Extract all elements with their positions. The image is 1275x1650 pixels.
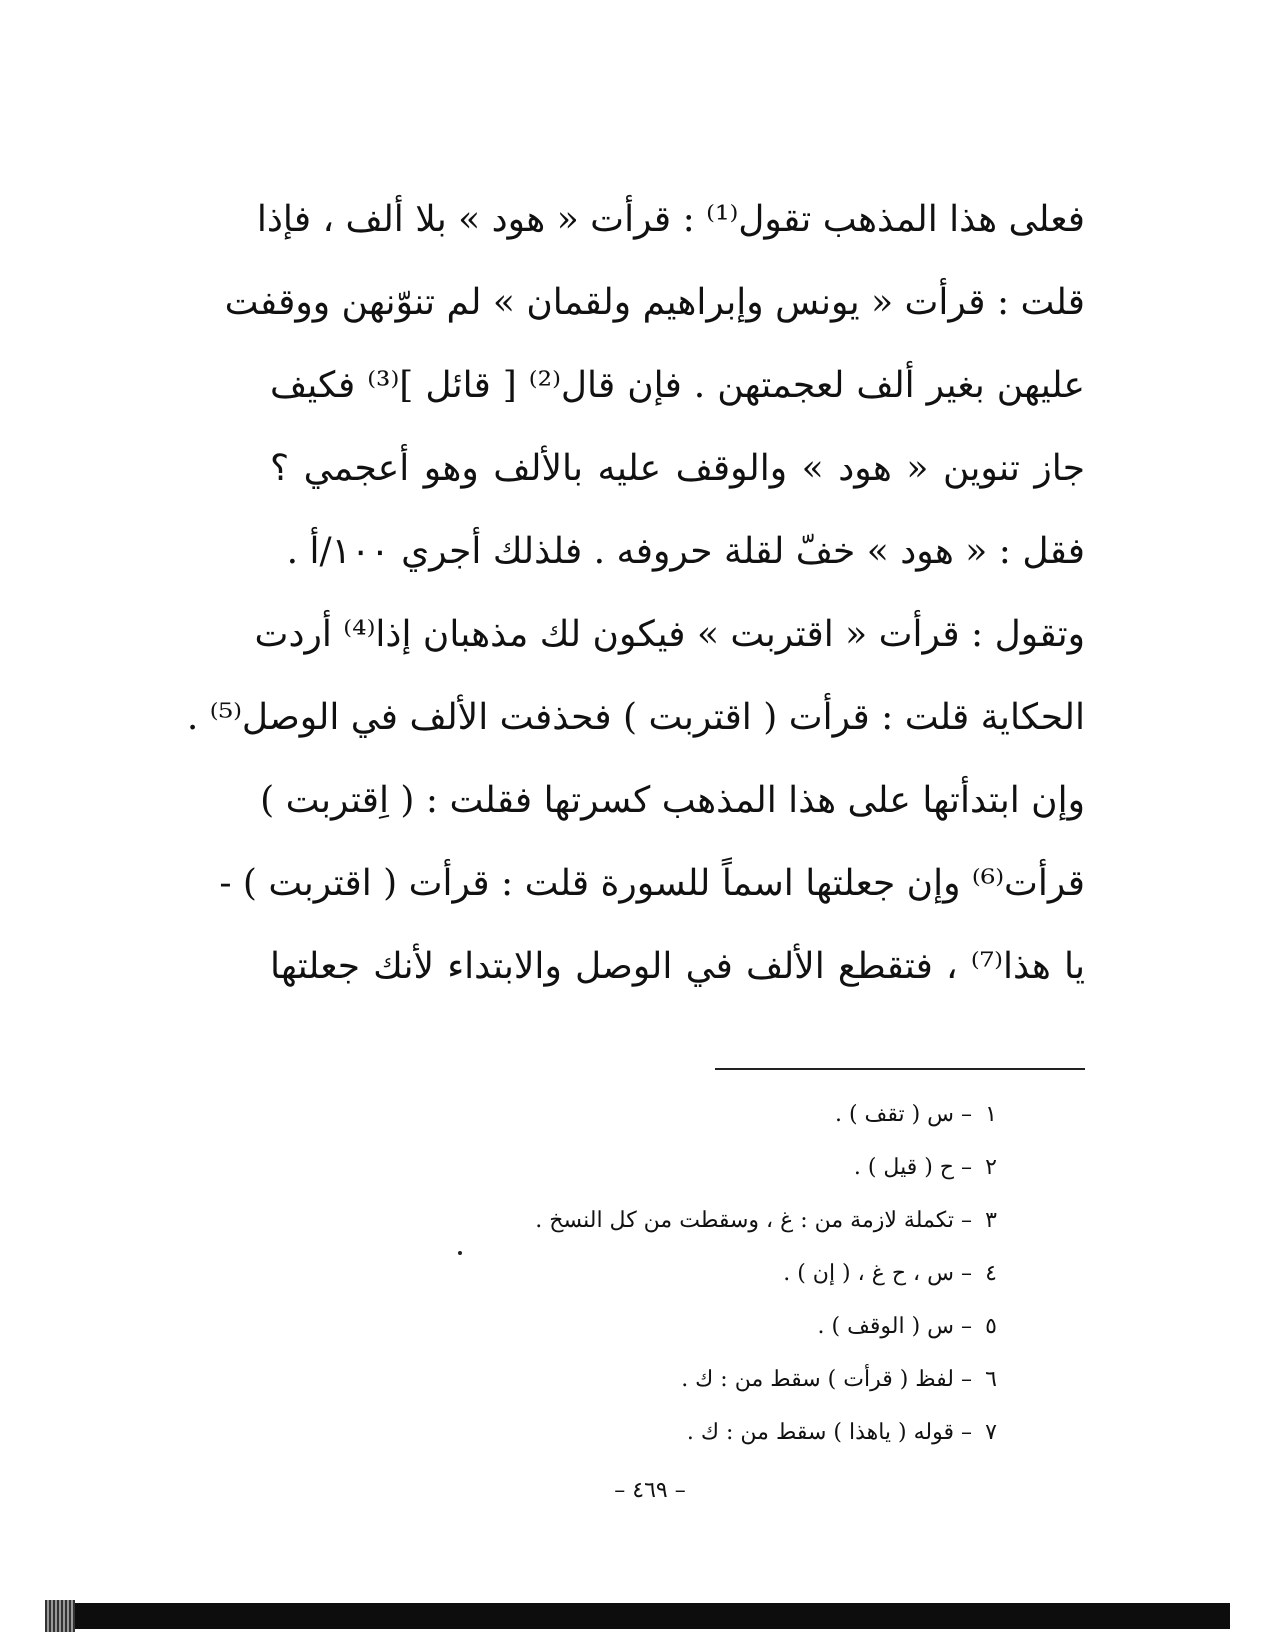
main-text-block [186, 178, 1085, 1008]
main-text-line: قلت : قرأت « يونس وإبراهيم ولقمان » لم تنوّنهن ووقفت [224, 282, 1085, 323]
footnote-text: – س ( الوقف ) . [817, 1314, 972, 1339]
footnote-item [303, 1088, 1003, 1141]
footnote-number: ٣ [985, 1208, 997, 1233]
main-text-line: وإن ابتدأتها على هذا المذهب كسرتها فقلت : ( اِقتربت ) [260, 780, 1085, 821]
scan-border-bar [45, 1603, 1230, 1629]
main-text-line: قرأت⁽⁶⁾ وإن جعلتها اسماً للسورة قلت : قرأت ( اقتربت ) - [219, 863, 1085, 904]
footnote-text: – لفظ ( قرأت ) سقط من : ك . [681, 1367, 972, 1392]
footnote-text: – تكملة لازمة من : غ ، وسقطت من كل النسخ . [535, 1208, 972, 1233]
footnote-item [303, 1247, 1003, 1300]
footnote-text: – س ( تقف ) . [834, 1102, 972, 1127]
footnote-text: – س ، ح غ ، ( إن ) . [783, 1261, 972, 1286]
main-text-line: وتقول : قرأت « اقتربت » فيكون لك مذهبان إذا⁽⁴⁾ أردت [254, 614, 1085, 655]
main-text-line: الحكاية قلت : قرأت ( اقتربت ) فحذفت الألف في الوصل⁽⁵⁾ . [186, 697, 1085, 738]
scan-border-edge [45, 1600, 75, 1632]
page-number: – ٤٦٩ – [614, 1478, 686, 1503]
footnote-number: ٥ [985, 1314, 997, 1339]
footnote-text: – ح ( قيل ) . [853, 1155, 972, 1180]
footnote-number: ٦ [985, 1367, 997, 1392]
footnote-number: ٧ [985, 1420, 997, 1445]
footnote-number: ١ [985, 1102, 997, 1127]
main-text-line: فقل : « هود » خفّ لقلة حروفه . فلذلك أجري ١٠٠/أ . [286, 531, 1085, 572]
footnote-item [303, 1406, 1003, 1459]
footnote-number: ٤ [985, 1261, 997, 1286]
footnote-separator-rule [715, 1068, 1085, 1070]
main-text-line: فعلى هذا المذهب تقول⁽¹⁾ : قرأت « هود » بلا ألف ، فإذا [256, 199, 1085, 240]
footnote-item [303, 1194, 1003, 1247]
main-text-line: جاز تنوين « هود » والوقف عليه بالألف وهو أعجمي ؟ [270, 448, 1085, 489]
footnotes-block [303, 1088, 1003, 1459]
main-text-line: يا هذا⁽⁷⁾ ، فتقطع الألف في الوصل والابتداء لأنك جعلتها [270, 946, 1085, 987]
scan-speck [458, 1251, 462, 1255]
footnote-text: – قوله ( ياهذا ) سقط من : ك . [686, 1420, 972, 1445]
footnote-item [303, 1141, 1003, 1194]
footnote-item [303, 1353, 1003, 1406]
main-text-line: عليهن بغير ألف لعجمتهن . فإن قال⁽²⁾ [ قائل ]⁽³⁾ فكيف [270, 365, 1085, 406]
footnote-number: ٢ [985, 1155, 997, 1180]
footnote-item [303, 1300, 1003, 1353]
